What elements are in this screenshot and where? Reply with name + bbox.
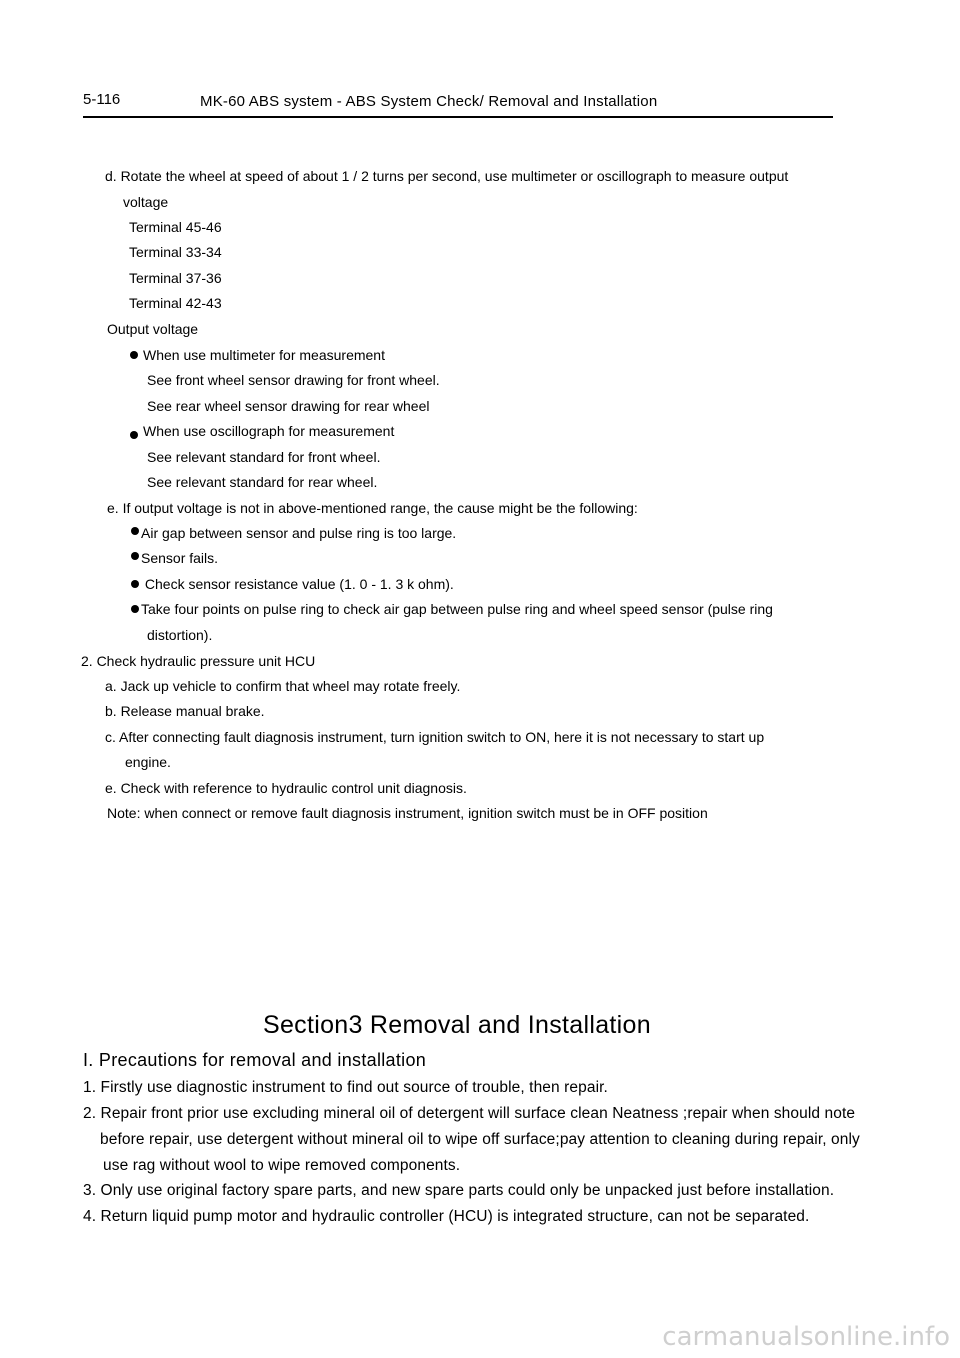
section-title: Section3 Removal and Installation [263,1011,651,1039]
step-d-line1: d. Rotate the wheel at speed of about 1 / 2 turns per second, use multimeter or oscillograph to measure output [105,168,789,184]
precaution-item: 1. Firstly use diagnostic instrument to find out source of trouble, then repair. [83,1079,608,1096]
precaution-item-cont: before repair, use detergent without mineral oil to wipe off surface;pay attention to cleaning during repair, only [100,1131,860,1148]
output-voltage-label: Output voltage [107,321,199,337]
bullet-icon [131,605,139,613]
hcu-step-b: b. Release manual brake. [105,703,265,719]
precaution-item: 2. Repair front prior use excluding mineral oil of detergent will surface clean Neatness ;repair when should note [83,1105,856,1122]
cause-item [131,576,454,592]
hcu-step-e: e. Check with reference to hydraulic control unit diagnosis. [105,780,467,796]
bullet-icon [131,552,139,560]
multimeter-label: When use multimeter for measurement [143,347,385,363]
cause-item [131,525,456,541]
bullet-icon [131,527,139,535]
terminal-item: Terminal 37-36 [129,270,222,286]
header-rule [83,116,833,118]
cause-item [131,601,773,617]
bullet-icon [131,580,139,588]
precaution-item-cont: use rag without wool to wipe removed components. [103,1157,461,1174]
multimeter-line: See rear wheel sensor drawing for rear wheel [147,398,430,414]
oscillograph-line: See relevant standard for rear wheel. [147,474,378,490]
bullet-icon [130,351,138,359]
precaution-item: 3. Only use original factory spare parts, and new spare parts could only be unpacked just before installation. [83,1182,835,1199]
multimeter-line: See front wheel sensor drawing for front wheel. [147,372,440,388]
cause-text: Take four points on pulse ring to check air gap between pulse ring and wheel speed sensor (pulse ring [141,601,773,617]
cause-text: Air gap between sensor and pulse ring is too large. [141,525,457,541]
precaution-item: 4. Return liquid pump motor and hydraulic controller (HCU) is integrated structure, can not be separated. [83,1208,810,1225]
hcu-step-c-cont: engine. [125,754,171,770]
cause-continuation: distortion). [147,627,213,643]
terminal-item: Terminal 33-34 [129,244,222,260]
step-d-line2: voltage [123,194,169,210]
page-header-title: MK-60 ABS system - ABS System Check/ Removal and Installation [200,93,658,110]
bullet-icon [130,431,138,439]
step-e-line: e. If output voltage is not in above-mentioned range, the cause might be the following: [107,500,638,516]
oscillograph-item [130,423,394,439]
watermark: carmanualsonline.info [662,1322,950,1352]
cause-text: Sensor fails. [141,550,219,566]
oscillograph-label: When use oscillograph for measurement [143,423,395,439]
terminal-item: Terminal 45-46 [129,219,222,235]
hcu-note: Note: when connect or remove fault diagnosis instrument, ignition switch must be in OFF position [107,805,708,821]
page-number: 5-116 [83,91,121,108]
cause-item [131,550,218,566]
hcu-title: 2. Check hydraulic pressure unit HCU [81,653,316,669]
cause-text: Check sensor resistance value (1. 0 - 1. 3 k ohm). [141,576,454,592]
section-subtitle: I. Precautions for removal and installation [83,1050,427,1070]
hcu-step-a: a. Jack up vehicle to confirm that wheel may rotate freely. [105,678,461,694]
hcu-step-c: c. After connecting fault diagnosis instrument, turn ignition switch to ON, here it is not necessary to start up [105,729,765,745]
oscillograph-line: See relevant standard for front wheel. [147,449,381,465]
multimeter-item [130,347,385,363]
terminal-item: Terminal 42-43 [129,295,222,311]
